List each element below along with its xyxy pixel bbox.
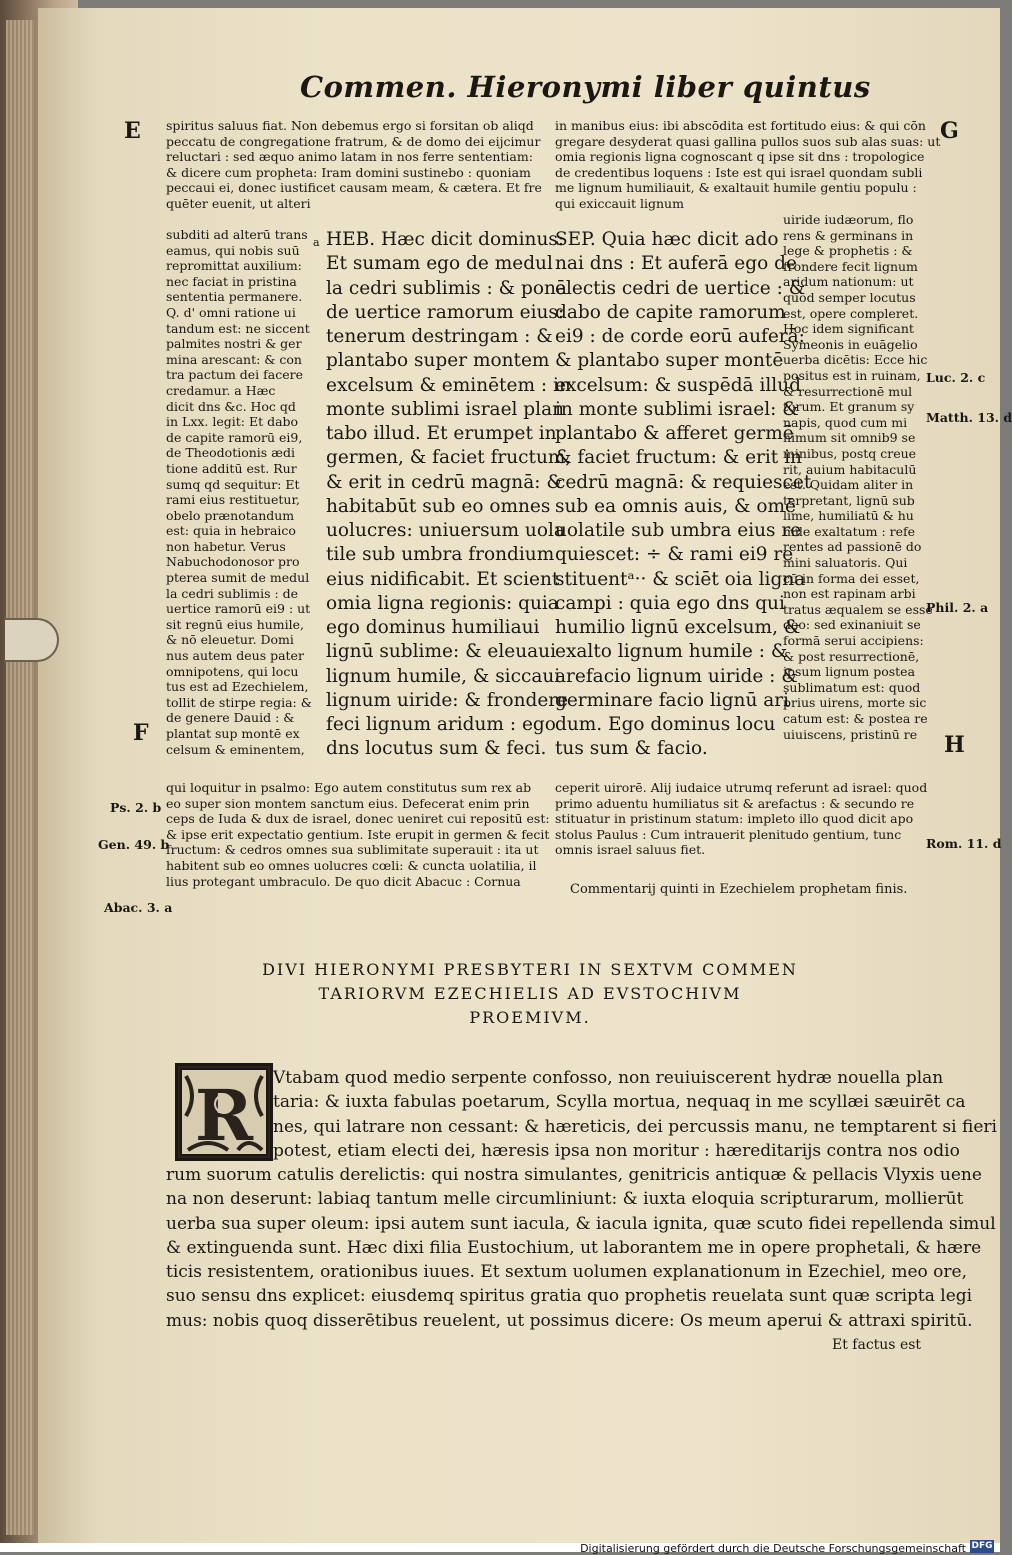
proem-body — [166, 1163, 996, 1333]
text-line: suo sensu dns explicet: eiusdemq spiritus gratia quo prophetis reuelata sunt quæ scripta legi — [166, 1286, 973, 1307]
text-line: lignum humile, & siccaui — [326, 665, 561, 687]
text-line: TARIORVM EZECHIELIS AD EVSTOCHIVM — [318, 984, 742, 1003]
text-line: me lignum humiliauit, & exaltauit humile gentiu populu : — [555, 180, 917, 196]
text-line: taria: & iuxta fabulas poetarum, Scylla mortua, nequaq in me scyllæi sæuirēt ca — [273, 1092, 966, 1113]
text-line: eo super sion montem sanctum eius. Defecerat enim prin — [166, 795, 530, 811]
text-line: uertice ramorū ei9 : ut — [166, 601, 311, 617]
text-line: la cedri sublimis : & ponā — [326, 277, 567, 299]
text-line: uerba dicētis: Ecce hic — [783, 352, 928, 368]
text-line: fructum: & cedros omnes sua sublimitate superauit : ita ut — [166, 842, 539, 858]
bottom-left-block — [166, 780, 550, 889]
text-line: de uertice ramorum eius: — [326, 301, 565, 323]
text-line: campi : quia ego dns qui — [555, 592, 785, 614]
text-line: mina arescant: & con — [166, 351, 302, 367]
margin-ref-luc: Luc. 2. c — [926, 370, 986, 385]
text-line: & extinguenda sunt. Hæc dixi filia Eustochium, ut laborantem me in opere prophetali, & hære — [166, 1237, 982, 1258]
text-line: excelsum & eminētem : in — [326, 374, 571, 396]
septuagint-text-column — [555, 228, 812, 762]
text-line: stituentᵃ·· & sciēt oia ligna — [555, 568, 806, 590]
margin-ref-gen: Gen. 49. b — [98, 837, 170, 852]
text-line: obelo prænotandum — [166, 507, 295, 523]
text-line: rit, auium habitaculū — [783, 461, 917, 477]
book-end-note: Commentarij quinti in Ezechielem prophetam finis. — [570, 882, 908, 897]
text-line: rentes ad passionē do — [783, 539, 922, 555]
text-line: mini saluatoris. Qui — [783, 555, 908, 571]
text-line: est. Quidam aliter in — [783, 477, 914, 493]
margin-ref-matth: Matth. 13. d — [926, 410, 1012, 425]
text-line: minibus, postq creue — [783, 445, 917, 461]
text-line: qui loquitur in psalmo: Ego autem constitutus sum rex ab — [166, 780, 532, 795]
text-line: nai dns : Et auferā ego de — [555, 253, 797, 275]
text-line: Nabuchodonosor pro — [166, 554, 300, 570]
text-line: PROEMIVM. — [469, 1008, 591, 1027]
section-letter-e: E — [124, 118, 141, 144]
text-line: gregare desyderat quasi gallina pullos suos sub alas suas: ut — [555, 133, 941, 149]
text-line: deo: sed exinaniuit se — [783, 617, 921, 633]
text-line: monte sublimi israel plan — [326, 398, 565, 420]
decorated-initial-r-graphic — [178, 1066, 270, 1158]
text-line: uolucres: uniuersum uola — [326, 520, 565, 541]
text-line: Hoc idem significant — [783, 321, 914, 337]
text-line: uiride iudæorum, flo — [783, 212, 914, 227]
page-stack-edge — [6, 20, 34, 1535]
text-line: plantabo super montem — [326, 350, 550, 372]
text-line: sententia permanere. — [166, 289, 303, 305]
text-line: pterea sumit de medul — [166, 570, 310, 586]
text-line: in manibus eius: ibi abscōdita est fortitudo eius: & qui cōn — [555, 118, 926, 133]
text-line: rami eius restituetur, — [166, 492, 301, 508]
margin-ref-ps: Ps. 2. b — [110, 800, 162, 815]
text-line: credamur. a Hæc — [166, 382, 276, 398]
text-line: na non deserunt: labiaq tantum melle circumliniunt: & iuxta eloquia scripturarum, mollierūt — [166, 1189, 964, 1210]
text-line: plantat sup montē ex — [166, 726, 300, 741]
text-line: dns locutus sum & feci. — [326, 738, 547, 760]
text-line: in monte sublimi israel: & — [555, 398, 799, 420]
text-line: rens & germinans in — [783, 227, 914, 243]
text-line: frondere fecit lignum — [783, 258, 918, 274]
hebrew-text-column — [326, 228, 572, 762]
text-line: Q. d' omni ratione ui — [166, 304, 296, 320]
dfg-logo: DFG — [971, 1541, 993, 1551]
text-line: est: quia in hebraico — [166, 523, 296, 539]
text-line: habitent sub eo omnes uolucres cœli: & cuncta uolatilia, il — [166, 857, 537, 873]
text-line: eius nidificabit. Et scient — [326, 568, 560, 590]
text-line: ticis resistentem, orationibus iuues. Et sextum uolumen explanationum in Ezechiel, meo ore, — [166, 1262, 967, 1282]
text-line: tenerum destringam : & — [326, 326, 553, 347]
text-line: tione additū est. Rur — [166, 460, 297, 476]
text-line: lege & prophetis : & — [783, 243, 913, 259]
text-line: spiritus saluus fiat. Non debemus ergo si forsitan ob aliqd — [166, 118, 534, 133]
text-line: napis, quod cum mi — [783, 414, 908, 430]
text-line: tollit de stirpe regia: & — [166, 694, 312, 710]
text-line: reluctari : sed æquo animo latam in nos ferre sententiam: — [166, 149, 533, 165]
text-line: tus est ad Ezechielem, — [166, 679, 309, 695]
text-line: quēter euenit, ut alteri — [166, 195, 311, 211]
text-line: omnipotens, qui locu — [166, 663, 299, 679]
text-line: dum. Ego dominus locu — [555, 714, 776, 735]
text-line: excelsum: & suspēdā illud — [555, 374, 801, 396]
text-line: torum. Et granum sy — [783, 399, 915, 415]
text-line: primo aduentu humiliatus sit & arefactus : & secundo re — [555, 795, 915, 811]
text-line: catum est: & postea re — [783, 711, 928, 726]
text-line: in Lxx. legit: Et dabo — [166, 414, 299, 430]
proem-title — [220, 958, 840, 1030]
text-line: humilio lignū excelsum, & — [555, 617, 801, 638]
text-line: omia regionis ligna cognoscant q ipse sit dns : tropologice — [555, 149, 925, 165]
text-line: & faciet fructum: & erit in — [555, 447, 802, 469]
section-letter-g: G — [940, 118, 959, 144]
right-narrow-commentary — [783, 212, 933, 742]
section-letter-h: H — [944, 732, 965, 758]
text-line: aridum nationum: ut — [783, 274, 914, 290]
text-line: lius protegant umbraculo. De quo dicit Abacuc : Cornua — [166, 873, 521, 889]
text-line: formā serui accipiens: — [783, 633, 924, 649]
margin-ref-phil: Phil. 2. a — [926, 600, 989, 615]
text-line: plantabo & afferet germē — [555, 423, 794, 444]
text-line: peccatu de congregatione fratrum, & de domo dei eijcimur — [166, 133, 541, 149]
text-line: eamus, qui nobis suū — [166, 242, 300, 258]
text-line: habitabūt sub eo omnes — [326, 495, 551, 517]
text-line: dabo de capite ramorum — [555, 301, 786, 323]
text-line: non habetur. Verus — [166, 538, 286, 554]
text-line: tile sub umbra frondium — [326, 544, 555, 566]
text-line: nec faciat in pristina — [166, 273, 297, 289]
text-line: electis cedri de uertice : & — [555, 277, 806, 299]
text-line: celsum & eminentem, — [166, 741, 305, 757]
text-line: lignum uiride: & frondere — [326, 689, 569, 711]
text-line: sub ea omnis auis, & omē — [555, 495, 796, 517]
text-line: germen, & faciet fructum, — [326, 447, 572, 469]
bookmark-tab[interactable] — [5, 618, 59, 662]
text-line: sit regnū eius humile, — [166, 616, 305, 632]
text-line: exalto lignum humile : & — [555, 641, 788, 663]
text-line: palmites nostri & ger — [166, 336, 302, 352]
footer-credit: Digitalisierung gefördert durch die Deutsche Forschungsgemeinschaft — [580, 1542, 966, 1555]
text-line: de genere Dauid : & — [166, 710, 295, 726]
text-line: stituatur in pristinum statum: impleto illo quod dicit apo — [555, 811, 914, 827]
text-line: uiuiscens, pristinū re — [783, 726, 918, 742]
text-line: & dicere cum propheta: Iram domini sustinebo : quoniam — [166, 164, 531, 180]
text-line: arefacio lignum uiride : & — [555, 665, 798, 687]
text-line: quiescet: ÷ & rami ei9 re — [555, 544, 794, 566]
text-line: & plantabo super montē — [555, 350, 784, 372]
footer-bar — [0, 1541, 1000, 1555]
text-line: SEP. Quia hæc dicit ado — [555, 229, 779, 250]
text-line: de capite ramorū ei9, — [166, 429, 303, 445]
hebrew-marker: a — [313, 236, 320, 249]
top-left-block — [166, 118, 546, 212]
text-line: potest, etiam electi dei, hæresis ipsa non moritur : hæreditarijs contra nos odio — [273, 1140, 960, 1161]
text-line: & erit in cedrū magnā: & — [326, 471, 563, 493]
text-line: tratus æqualem se esse — [783, 601, 933, 617]
text-line: tus sum & facio. — [555, 738, 708, 760]
text-line: nes, qui latrare non cessant: & hæreticis, dei percussis manu, ne temptarent si fieri — [273, 1116, 997, 1137]
text-line: de Theodotionis ædi — [166, 445, 295, 461]
text-line: uerba sua super oleum: ipsi autem sunt iacula, & iacula ignita, quæ scuto fidei repellenda simul — [166, 1213, 996, 1234]
text-line: ceps de Iuda & dux de israel, donec ueniret cui repositū est: — [166, 811, 550, 827]
text-line: ei9 : de corde eorū auferā: — [555, 326, 805, 347]
section-letter-f: F — [133, 720, 149, 746]
text-line: DIVI HIERONYMI PRESBYTERI IN SEXTVM COMMEN — [262, 960, 798, 979]
text-line: nimum sit omnib9 se — [783, 430, 916, 446]
running-header: Commen. Hieronymi liber quintus — [300, 70, 871, 104]
catchword: Et factus est — [832, 1337, 922, 1353]
text-line: feci lignum aridum : ego — [326, 714, 556, 735]
text-line: mile exaltatum : refe — [783, 523, 916, 539]
text-line: cū in forma dei esset, — [783, 570, 920, 586]
text-line: repromittat auxilium: — [166, 258, 302, 274]
text-line: rum suorum catulis derelictis: qui nostra simulantes, genitricis antiquæ & pellacis Vlyxis uene — [166, 1165, 982, 1185]
bottom-right-block — [555, 780, 930, 858]
text-line: ipsum lignum postea — [783, 664, 916, 680]
text-line: prius uirens, morte sic — [783, 695, 927, 711]
text-line: & ipse erit expectatio gentium. Iste erupit in germen & fecit — [166, 826, 550, 842]
decorated-initial-r — [175, 1063, 273, 1161]
text-line: & resurrectionē mul — [783, 383, 913, 399]
proem-first-lines — [273, 1066, 997, 1163]
text-line: dicit dns &c. Hoc qd — [166, 398, 296, 414]
text-line: omia ligna regionis: quia — [326, 592, 559, 614]
text-line: tandum est: ne siccent — [166, 320, 310, 336]
text-line: Symeonis in euāgelio — [783, 336, 918, 352]
text-line: HEB. Hæc dicit dominus: — [326, 229, 565, 250]
text-line: tabo illud. Et erumpet in — [326, 423, 557, 444]
text-line: non est rapinam arbi — [783, 586, 916, 602]
text-line: tra pactum dei facere — [166, 367, 303, 383]
text-line: stolus Paulus : Cum intrauerit plenitudo gentium, tunc — [555, 826, 902, 842]
text-line: lime, humiliatū & hu — [783, 508, 914, 524]
text-line: sublimatum est: quod — [783, 679, 921, 695]
text-line: ceperit uirorē. Alij iudaice utrumq referunt ad israel: quod — [555, 780, 928, 795]
text-line: & post resurrectionē, — [783, 648, 920, 664]
text-line: la cedri sublimis : de — [166, 585, 299, 601]
text-line: omnis israel saluus fiet. — [555, 842, 706, 858]
text-line: positus est in ruinam, — [783, 367, 921, 383]
text-line: terpretant, lignū sub — [783, 492, 915, 508]
text-line: Et sumam ego de medul — [326, 253, 553, 275]
text-line: mus: nobis quoq disserētibus reuelent, ut possimus dicere: Os meum aperui & attraxi spiritū. — [166, 1310, 973, 1331]
text-line: qui exiccauit lignum — [555, 195, 684, 211]
text-line: cedrū magnā: & requiescet — [555, 471, 812, 493]
left-narrow-commentary — [166, 227, 311, 757]
text-line: germinare facio lignū ari — [555, 689, 790, 711]
margin-ref-rom: Rom. 11. d — [926, 836, 1002, 851]
text-line: sumq qd sequitur: Et — [166, 476, 300, 492]
text-line: est, opere compleret. — [783, 305, 919, 321]
text-line: quod semper locutus — [783, 289, 916, 305]
text-line: ego dominus humiliaui — [326, 617, 540, 638]
text-line: de credentibus loquens : Iste est qui israel quondam subli — [555, 164, 923, 180]
margin-ref-abac: Abac. 3. a — [104, 900, 173, 915]
text-line: peccaui ei, donec iustificet causam meam, & cætera. Et fre — [166, 180, 542, 196]
top-right-block — [555, 118, 941, 212]
svg-text:R: R — [194, 1074, 254, 1157]
text-line: lignū sublime: & eleuaui — [326, 641, 557, 663]
text-line: subditi ad alterū trans — [166, 227, 308, 242]
text-line: Vtabam quod medio serpente confosso, non reuiuiscerent hydræ nouella plan — [273, 1068, 944, 1088]
text-line: uolatile sub umbra eius re — [555, 520, 802, 541]
text-line: nus autem deus pater — [166, 648, 304, 664]
text-line: & nō eleuetur. Domi — [166, 632, 294, 648]
